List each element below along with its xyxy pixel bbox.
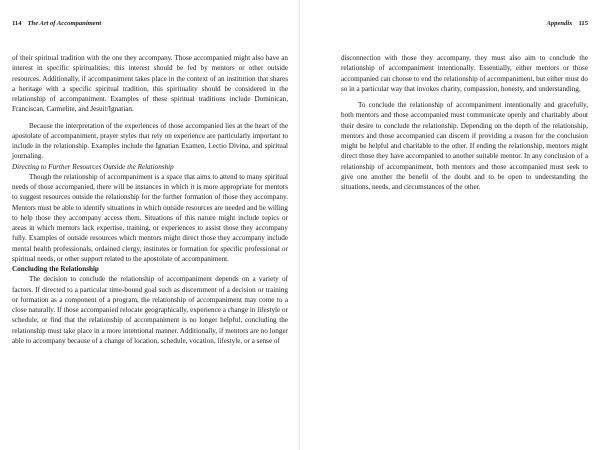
left-page-header [12, 19, 288, 31]
paragraph: Though the relationship of accompaniment is a space that aims to attend to many spiritual needs of those accompanied, there will be instances in which it is more appropriate for mentors to suggest resources outside the relationship for the further formation of those they accompany. Mentors must be able to identify situations in which outside resources are needed and be willing to help those they accompany access them. Situations of this nature might include topics or areas in which mentors lack expertise, training, or experiences to assist those they accompany fully. Examples of outside resources which mentors might direct those they accompany include mental health professionals, ordained clergy, institutes or formation for specific professional or spiritual needs, or other support related to the apostolate of accompaniment. [12, 172, 288, 263]
running-head: Appendix [546, 20, 573, 27]
right-page-body [341, 53, 588, 192]
section-subheading: Directing to Further Resources Outside the Relationship [12, 162, 174, 171]
right-page-header [341, 19, 588, 31]
paragraph: The decision to conclude the relationship of accompaniment depends on a variety of factors. If directed to a particular time-bound goal such as discernment of a decision or training or formation as a component of a program, the relationship of accompaniment may come to a close naturally. If those accompanied relocate geographically, experience a change in lifestyle or schedule, or find that the relationship of accompaniment is no longer helpful, concluding the relationship must take place in a more intentional manner. Additionally, if mentors are no longer able to accompany because of a change of location, schedule, vocation, lifestyle, or a sense of [12, 275, 288, 345]
section-heading: Concluding the Relationship [12, 265, 99, 273]
paragraph: Because the interpretation of the experiences of those accompanied lies at the heart of the apostolate of accompaniment, prayer styles that rely on experience are particularly important to include in the relationship. Examples include the Ignatian Examen, Lectio Divina, and spiritual journaling. [12, 121, 288, 161]
paragraph: of their spiritual tradition with the one they accompany. Those accompanied might also have an interest in specific spiritualities; this interest should be fed by mentors or other outside resources. Additionally, if accompaniment takes place in the context of an institution that shares a heritage with a specific spiritual tradition, this spirituality should be considered in the relationship of accompaniment. Examples of these spiritual traditions include Dominican, Franciscan, Carmelite, and Jesuit/Ignatian. [12, 54, 288, 114]
left-page-body [12, 53, 288, 346]
running-head: The Art of Accompaniment [27, 20, 102, 27]
page-number: 115 [578, 20, 588, 27]
page-number: 114 [12, 20, 22, 27]
paragraph: disconnection with those they accompany, they must also aim to conclude the relationship of accompaniment intentionally. Essentially, either mentors or those accompanied can choose to end the relationship of accompaniment, but either must do so in a particular way that invokes charity, compassion, honesty, and understanding. [341, 54, 588, 93]
paragraph: To conclude the relationship of accompaniment intentionally and gracefully, both mentors and those accompanied must communicate openly and charitably about their desire to conclude the relationship. Depending on the depth of the relationship, mentors and those accompanied can discern if providing a reason for the conclusion might be helpful and charitable to the other. If ending the relationship, mentors might direct those they have accompanied to another suitable mentor. In any conclusion of a relationship of accompaniment, both mentors and those accompanied must seek to give one another the benefit of the doubt and to be open to understanding the situations, needs, and circumstances of the other. [341, 101, 588, 191]
right-page [300, 0, 600, 450]
